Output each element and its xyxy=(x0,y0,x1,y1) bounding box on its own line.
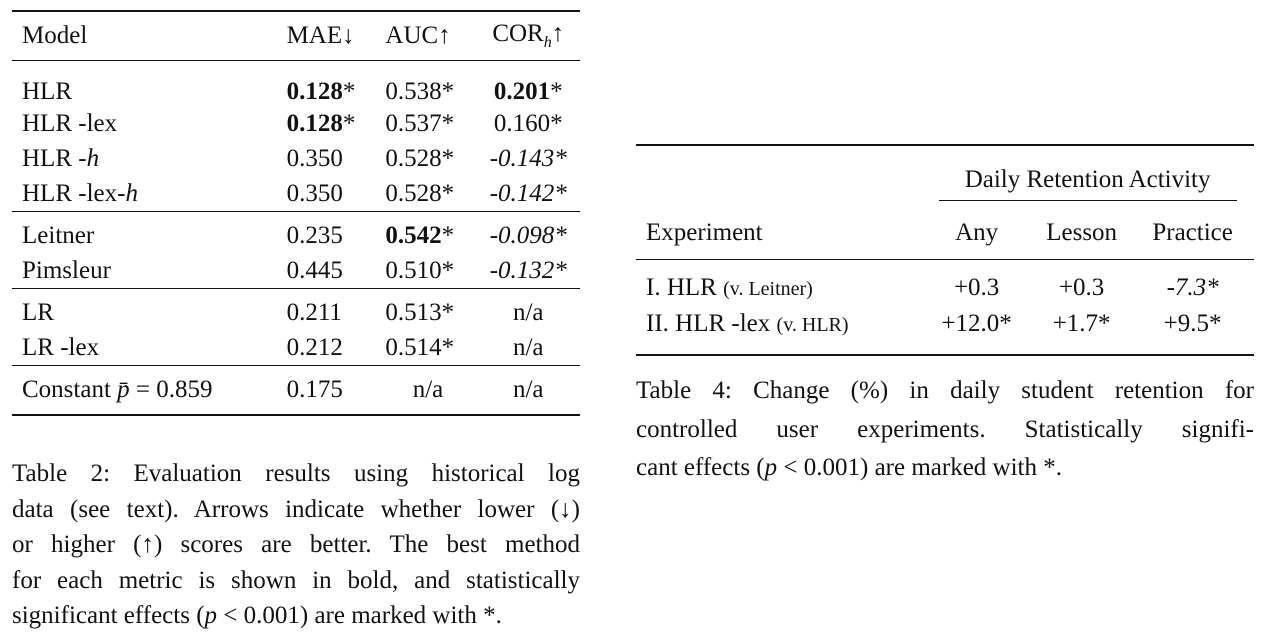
table-row xyxy=(12,330,580,366)
experiment-label: II. HLR -lex xyxy=(646,310,777,337)
lesson-value: +0.3 xyxy=(1058,274,1105,301)
p-bar-symbol: p̄ xyxy=(117,376,130,403)
model-name xyxy=(12,176,279,212)
caption-line: or higher (↑) scores are better. The best method xyxy=(12,531,580,558)
header-mae: MAE↓ xyxy=(279,11,380,61)
table-row xyxy=(636,308,1254,355)
header-practice: Practice xyxy=(1131,207,1254,260)
cor-bold: 0.201 xyxy=(493,78,551,105)
significance-mark: * xyxy=(342,109,356,137)
caption-text: < 0.001) are marked with *. xyxy=(777,454,1062,481)
model-name: LR xyxy=(12,289,279,331)
caption-p-symbol: p xyxy=(204,602,218,629)
header-cor-text: COR xyxy=(492,20,544,47)
caption-line: controlled user experiments. Statistically signifi- xyxy=(636,415,1254,443)
group-header xyxy=(921,145,1254,207)
auc-value: n/a xyxy=(379,366,476,416)
cor-value: n/a xyxy=(477,366,580,416)
model-name-italic: h xyxy=(86,144,100,172)
model-name: Leitner xyxy=(12,212,279,254)
practice-value: -7.3* xyxy=(1166,274,1219,301)
caption-text: significant effects ( xyxy=(12,602,205,629)
significance-mark: * xyxy=(550,78,563,105)
header-auc: AUC↑ xyxy=(379,11,476,61)
lesson-value: +1.7* xyxy=(1032,308,1131,355)
cor-value: -0.098* xyxy=(477,212,580,254)
cor-value: 0.160* xyxy=(493,109,563,137)
table-row xyxy=(12,176,580,212)
caption-line: for each metric is shown in bold, and statistically xyxy=(12,566,580,594)
cor-value: -0.132* xyxy=(489,256,567,284)
caption-line: Table 4: Change (%) in daily student retention for xyxy=(636,377,1254,404)
mae-value: 0.235 xyxy=(279,212,380,254)
auc-value: 0.538* xyxy=(385,78,455,105)
experiment-name xyxy=(636,260,921,309)
auc-value xyxy=(379,212,476,254)
table-row xyxy=(12,106,580,141)
table-header-row xyxy=(636,207,1254,260)
auc-bold: 0.542 xyxy=(385,221,442,249)
caption-line xyxy=(12,598,580,634)
auc-value: 0.537* xyxy=(385,109,455,137)
mae-bold: 0.128 xyxy=(286,78,343,105)
caption-line: Table 2: Evaluation results using historical log xyxy=(12,460,580,487)
evaluation-results-table xyxy=(12,10,580,416)
table2-caption xyxy=(12,456,580,634)
caption-line: data (see text). Arrows indicate whether lower (↓) xyxy=(12,495,580,523)
practice-value: +9.5* xyxy=(1131,308,1254,355)
any-value: +12.0* xyxy=(921,308,1032,355)
mae-value: 0.445 xyxy=(286,256,343,284)
constant-value: = 0.859 xyxy=(129,376,213,403)
table-row xyxy=(12,366,580,416)
cor-value: -0.142* xyxy=(489,179,567,207)
mae-value: 0.211 xyxy=(279,289,380,331)
table-row xyxy=(12,212,580,254)
model-name-text: Constant xyxy=(22,376,118,403)
experiment-name xyxy=(636,308,921,355)
table-row xyxy=(12,61,580,107)
table-header-row xyxy=(12,11,580,61)
caption-line xyxy=(636,449,1254,488)
model-name-italic: h xyxy=(125,179,138,207)
mae-value: 0.350 xyxy=(286,179,343,207)
experiment-note: (v. Leitner) xyxy=(723,278,813,300)
mae-value: 0.175 xyxy=(279,366,380,416)
retention-change-table xyxy=(636,144,1254,356)
header-any: Any xyxy=(921,207,1032,260)
model-name xyxy=(12,141,279,176)
auc-value: 0.514* xyxy=(385,333,455,361)
auc-value: 0.510* xyxy=(385,256,455,284)
header-lesson: Lesson xyxy=(1032,207,1131,260)
cor-value xyxy=(477,61,580,107)
model-name-text: HLR -lex- xyxy=(22,179,126,207)
mae-bold: 0.128 xyxy=(286,109,343,137)
header-model: Model xyxy=(12,11,279,61)
header-cor-subscript: h xyxy=(543,34,552,51)
cor-value: n/a xyxy=(477,289,580,331)
table-row xyxy=(636,260,1254,309)
table-row xyxy=(12,253,580,289)
header-cor xyxy=(477,11,580,61)
auc-value: 0.528* xyxy=(385,179,455,207)
caption-text: < 0.001) are marked with *. xyxy=(217,602,502,629)
header-experiment: Experiment xyxy=(636,207,921,260)
group-header-row xyxy=(636,145,1254,207)
model-name-text: HLR - xyxy=(22,144,87,172)
model-name xyxy=(12,366,279,416)
experiment-label: I. HLR xyxy=(646,274,724,301)
mae-value xyxy=(279,106,380,141)
table4-caption xyxy=(636,372,1254,488)
header-cor-arrow: ↑ xyxy=(551,20,565,47)
table-row xyxy=(12,141,580,176)
model-name: LR -lex xyxy=(22,333,100,361)
empty-header-cell xyxy=(636,145,921,207)
cor-value: n/a xyxy=(512,333,544,361)
group-header-label: Daily Retention Activity xyxy=(939,166,1237,201)
model-name: HLR -lex xyxy=(22,109,118,137)
any-value: +0.3 xyxy=(953,274,1000,301)
caption-text: cant effects ( xyxy=(636,454,765,481)
model-name: HLR xyxy=(22,78,72,105)
caption-p-symbol: p xyxy=(764,454,778,481)
mae-value xyxy=(279,61,380,107)
cor-value: -0.143* xyxy=(489,144,567,172)
significance-mark: * xyxy=(441,221,455,249)
experiment-note: (v. HLR) xyxy=(776,314,849,336)
mae-value: 0.212 xyxy=(286,333,343,361)
auc-value: 0.513* xyxy=(379,289,476,331)
model-name: Pimsleur xyxy=(22,256,111,284)
significance-mark: * xyxy=(342,78,356,105)
table-row xyxy=(12,289,580,331)
mae-value: 0.350 xyxy=(286,144,343,172)
auc-value: 0.528* xyxy=(385,144,455,172)
